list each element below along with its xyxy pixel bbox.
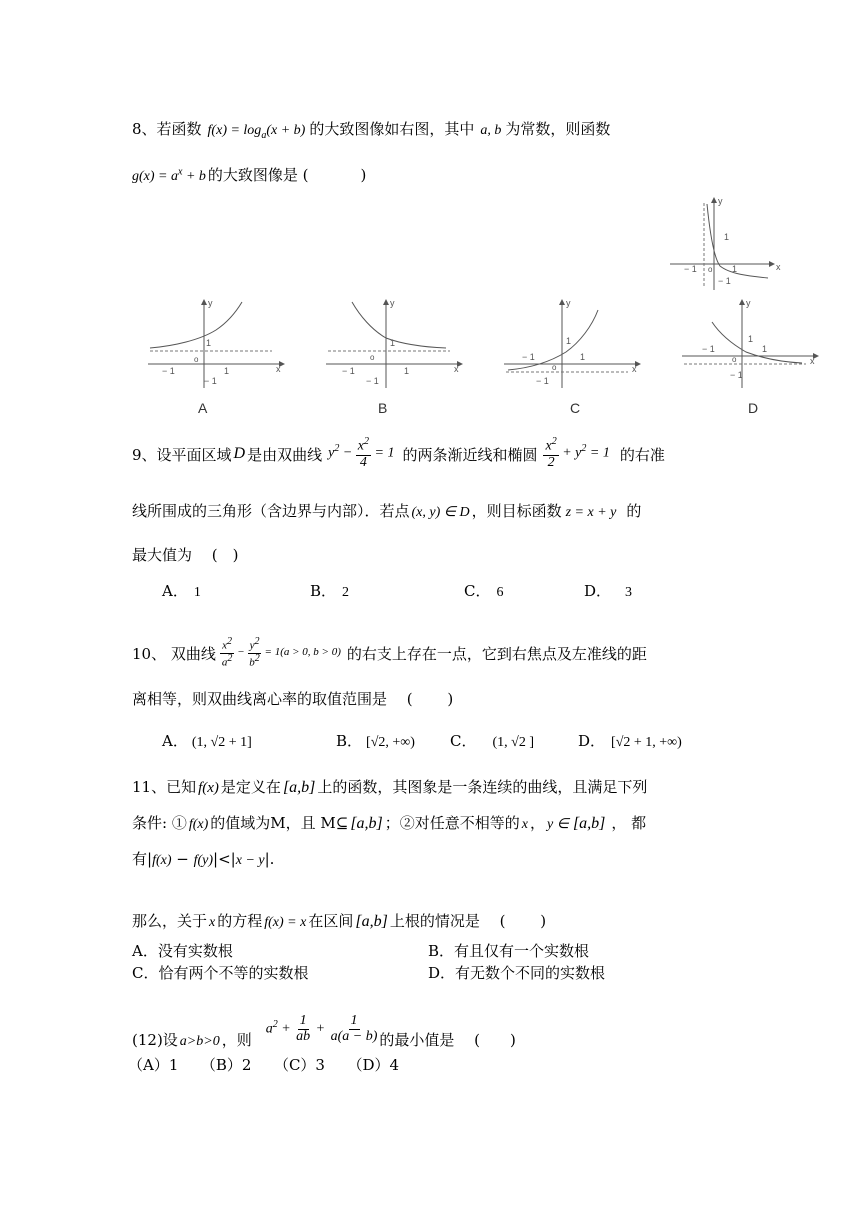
svg-text:− 1: − 1 (342, 366, 355, 376)
svg-text:1: 1 (762, 344, 768, 354)
q11-option-d[interactable]: D．有无数个不同的实数根 (428, 964, 606, 982)
q9-hyperbola: $y^2$ − $\frac{x^2}{4}$ = 1 (328, 436, 395, 470)
svg-text:− 1: − 1 (366, 376, 379, 386)
q11-line4: 那么，关于 x 的方程 f(x) = x 在区间 [a,b] 上根的情况是 ( ) (132, 912, 547, 930)
q10-line1: 10、 双曲线 $\frac{x^2}{a^2}$ − $\frac{y^2}{b^2}$ = 1(a > 0, b > 0) 的右支上存在一点，它到右焦点及左准线的距 (132, 636, 647, 669)
svg-text:1: 1 (748, 334, 754, 344)
q9-option-b[interactable]: B． 2 (310, 582, 350, 600)
svg-text:x: x (632, 364, 637, 374)
q8-reference-graph (668, 194, 780, 292)
q8-g-expr: $g(x) = a^x + b$ (132, 166, 206, 184)
q11-line1: 11、已知 f(x) 是定义在 [a,b] 上的函数，其图象是一条连续的曲线，且满足下列 (132, 778, 648, 796)
svg-text:− 1: − 1 (162, 366, 175, 376)
q10-option-b[interactable]: B． [√2, +∞) (336, 732, 415, 750)
svg-text:1: 1 (404, 366, 410, 376)
q10-option-a[interactable]: A． (1, √2 + 1] (162, 732, 252, 750)
svg-text:1: 1 (580, 352, 586, 362)
q12-expression: $a^2$ + $\frac{1}{ab}$ + $\frac{1}{a(a - b)}$ (265, 1012, 378, 1044)
svg-text:x: x (776, 262, 781, 272)
svg-text:y: y (208, 298, 213, 308)
svg-text:o: o (552, 363, 557, 372)
q12-options[interactable]: （A）1 （B）2 （C）3 （D）4 (128, 1056, 400, 1074)
q9-option-c[interactable]: C． 6 (464, 582, 504, 600)
q8-graph-label-b: B (378, 400, 388, 416)
svg-text:1: 1 (732, 264, 738, 274)
q8-graph-d (678, 296, 824, 390)
q8-graph-b (322, 296, 468, 390)
q9-line3: 最大值为 ( ) (132, 546, 239, 564)
svg-text:x: x (454, 364, 459, 374)
svg-text:y: y (718, 196, 723, 206)
svg-text:y: y (566, 298, 571, 308)
svg-text:y: y (390, 298, 395, 308)
q8-graph-label-a: A (198, 400, 208, 416)
q11-option-c[interactable]: C．恰有两个不等的实数根 (132, 964, 309, 982)
svg-text:− 1: − 1 (718, 276, 731, 286)
svg-text:− 1: − 1 (204, 376, 217, 386)
svg-text:1: 1 (724, 232, 730, 242)
q11-line2: 条件: ① f(x) 的值域为M，且 M⊆ [a,b] ；②对任意不相等的 x ， y ∈ [a,b] ， 都 (132, 814, 647, 832)
q11-line3: 有|f(x) − f(y)|<|x − y|. (132, 850, 275, 868)
q8-graph-a (144, 296, 290, 390)
q9-line1: 9、设平面区域 D 是由双曲线 $y^2$ − $\frac{x^2}{4}$ = 1 的两条渐近线和椭圆 $\frac{x^2}{2}$ + $y^2 = 1$ 的右准 (132, 436, 665, 470)
q11-option-a[interactable]: A．没有实数根 (132, 942, 233, 960)
svg-text:o: o (194, 355, 199, 364)
q8-graph-c (500, 296, 646, 390)
svg-text:− 1: − 1 (730, 370, 743, 380)
svg-text:x: x (810, 356, 815, 366)
svg-text:− 1: − 1 (522, 352, 535, 362)
svg-text:o: o (370, 353, 375, 362)
svg-text:y: y (746, 298, 751, 308)
q8-graph-label-d: D (748, 400, 759, 416)
q8-line1: 8、若函数 $f(x) = \log_a(x + b)$ 的大致图像如右图，其中 a, b 为常数，则函数 (132, 120, 611, 141)
q9-line2: 线所围成的三角形（含边界与内部）．若点 (x, y) ∈ D ，则目标函数 z = x + y 的 (132, 502, 642, 520)
q10-hyperbola: $\frac{x^2}{a^2}$ − $\frac{y^2}{b^2}$ = 1(a > 0, b > 0) (221, 636, 341, 669)
q12-line1: (12)设 a>b>0 ，则 $a^2$ + $\frac{1}{ab}$ + $\frac{1}{a(a - b)}$ 的最小值是 ( ) (132, 1012, 516, 1049)
q9-option-d[interactable]: D． 3 (584, 582, 633, 600)
q8-graph-label-c: C (570, 400, 581, 416)
q10-option-c[interactable]: C． (1, √2 ] (450, 732, 534, 750)
svg-text:1: 1 (566, 336, 572, 346)
svg-text:1: 1 (206, 338, 212, 348)
q8-line2: $g(x) = a^x + b$ 的大致图像是 ( ) (132, 166, 367, 184)
svg-text:− 1: − 1 (702, 344, 715, 354)
svg-text:1: 1 (390, 338, 396, 348)
svg-text:− 1: − 1 (684, 264, 697, 274)
q11-option-b[interactable]: B．有且仅有一个实数根 (428, 942, 590, 960)
q10-option-d[interactable]: D． [√2 + 1, +∞) (578, 732, 682, 750)
svg-text:− 1: − 1 (536, 376, 549, 386)
q9-option-a[interactable]: A． 1 (162, 582, 201, 600)
q10-line2: 离相等，则双曲线离心率的取值范围是 ( ) (132, 690, 454, 708)
svg-text:x: x (276, 364, 281, 374)
svg-text:o: o (708, 265, 713, 274)
svg-text:1: 1 (224, 366, 230, 376)
q9-ellipse: $\frac{x^2}{2}$ + $y^2 = 1$ (545, 436, 610, 470)
q8-f-expr: $f(x) = \log_a(x + b)$ (207, 123, 306, 141)
svg-text:o: o (732, 355, 737, 364)
